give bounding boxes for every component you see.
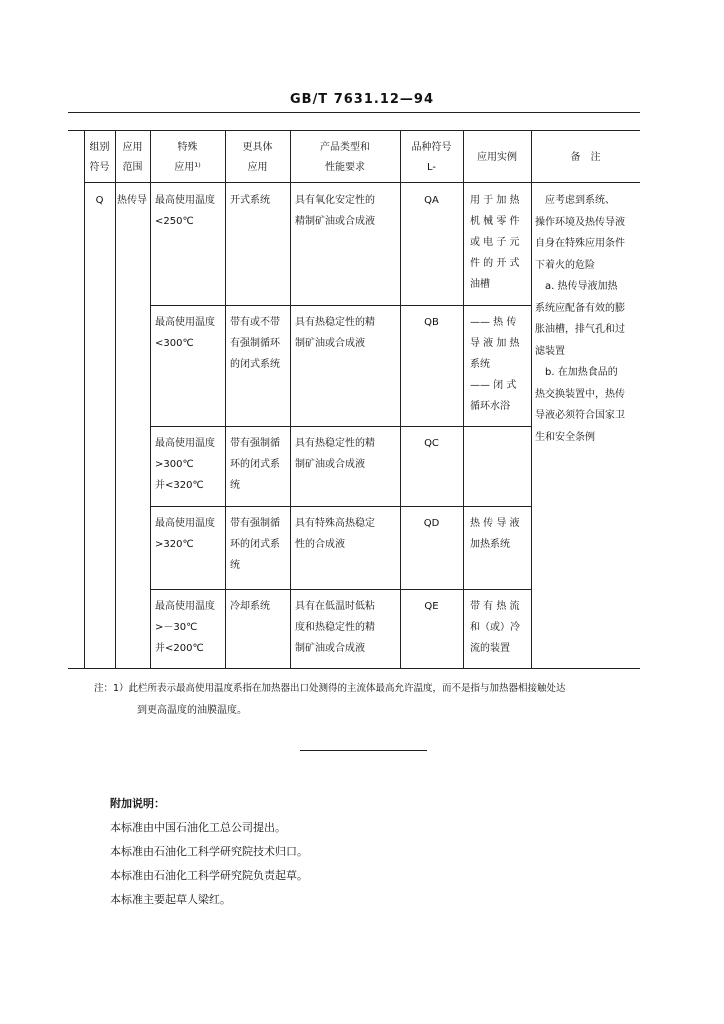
col-divider — [463, 130, 464, 668]
appendix-title: 附加说明： — [110, 797, 165, 810]
header-group: 组别 符号 — [89, 142, 110, 173]
header-scope: 应用 范围 — [122, 142, 143, 173]
application-scope: 热传导 — [117, 195, 147, 206]
special-application: 最高使用温度 >300℃ 并<320℃ — [155, 438, 215, 491]
application-example: —— 热 传 导 液 加 热 系统 —— 闭 式 循环水浴 — [470, 317, 520, 412]
standard-number: GB/T 7631.12—94 — [289, 92, 435, 107]
row-divider — [150, 426, 531, 427]
application-example: 用 于 加 热 机 械 零 件 或 电 子 元 件 的 开 式 油槽 — [470, 195, 520, 290]
specific-application: 带有强制循 环的闭式系 统 — [230, 518, 280, 571]
special-application: 最高使用温度 <250℃ — [155, 195, 215, 227]
application-example: 热 传 导 液 加热系统 — [470, 518, 520, 550]
product-code: QB — [424, 317, 439, 328]
special-application: 最高使用温度 >320℃ — [155, 518, 215, 550]
table-top-border — [68, 130, 640, 131]
appendix-line: 本标准由石油化工科学研究院负责起草。 — [110, 869, 308, 882]
header-bottom-border — [84, 182, 640, 183]
appendix — [110, 792, 308, 912]
section-divider — [300, 750, 427, 751]
product-code: QE — [424, 601, 439, 612]
header-code: 品种符号 L- — [411, 142, 452, 173]
remarks: 应考虑到系统、 操作环境及热传导液 自身在特殊应用条件 下着火的危险 a. 热传导液加热 系统应配备有效的膨 胀油槽，排气孔和过 滤装置 b. 在加热食品的 热交换装置中，热传 导液必须符合国家卫 生和安全条例 — [535, 195, 625, 443]
application-example: 带 有 热 流 和（或）冷 流的装置 — [470, 601, 520, 654]
specific-application: 带有或不带 有强制循环 的闭式系统 — [230, 317, 280, 370]
product-type: 具有热稳定性的精 制矿油或合成液 — [295, 317, 375, 349]
group-symbol: Q — [95, 195, 104, 206]
row-divider — [150, 589, 531, 590]
header-remark: 备 注 — [570, 152, 601, 163]
header-rule — [68, 112, 640, 113]
product-type: 具有热稳定性的精 制矿油或合成液 — [295, 438, 375, 470]
appendix-line: 本标准由中国石油化工总公司提出。 — [110, 821, 286, 834]
product-code: QA — [424, 195, 439, 206]
col-divider — [225, 130, 226, 668]
product-type: 具有氧化安定性的 精制矿油或合成液 — [295, 195, 375, 227]
footnote: 注：1）此栏所表示最高使用温度系指在加热器出口处测得的主流体最高允许温度，而不是指与加热器相接触处达 到更高温度的油膜温度。 — [94, 683, 566, 716]
row-divider — [150, 305, 531, 306]
product-code: QD — [423, 518, 440, 529]
header-product: 产品类型和 性能要求 — [320, 142, 370, 173]
special-application: 最高使用温度 >－30℃ 并<200℃ — [155, 601, 215, 654]
col-divider — [150, 130, 151, 668]
appendix-line: 本标准由石油化工科学研究院技术归口。 — [110, 845, 308, 858]
col-divider — [531, 130, 532, 668]
col-divider — [115, 130, 116, 668]
row-divider — [150, 506, 531, 507]
appendix-line: 本标准主要起草人梁红。 — [110, 893, 231, 906]
header-example: 应用实例 — [477, 152, 517, 163]
product-code: QC — [424, 438, 439, 449]
product-type: 具有在低温时低粘 度和热稳定性的精 制矿油或合成液 — [295, 601, 375, 654]
col-divider — [290, 130, 291, 668]
table-bottom-border — [68, 668, 640, 669]
specific-application: 冷却系统 — [230, 601, 270, 612]
product-type: 具有特殊高热稳定 性的合成液 — [295, 518, 375, 550]
specific-application: 带有强制循 环的闭式系 统 — [230, 438, 280, 491]
special-application: 最高使用温度 <300℃ — [155, 317, 215, 349]
specific-application: 开式系统 — [230, 195, 270, 206]
header-special: 特殊 应用¹⁾ — [174, 142, 201, 173]
header-specific: 更具体 应用 — [242, 142, 273, 173]
